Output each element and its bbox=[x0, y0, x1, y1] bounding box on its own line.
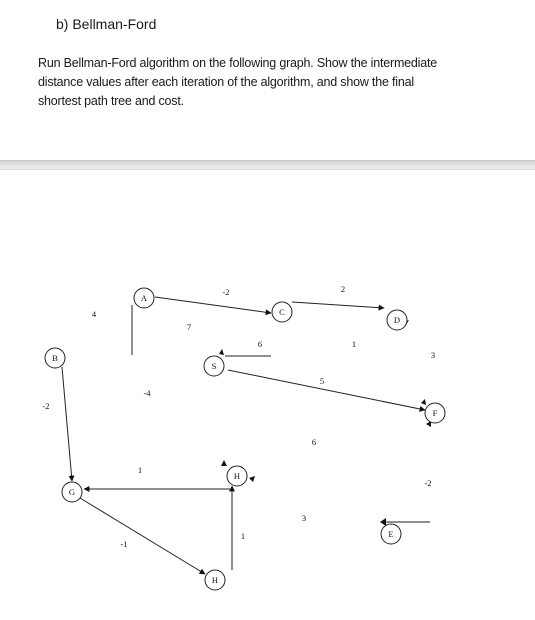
section-title: b) Bellman-Ford bbox=[56, 16, 157, 32]
edge-s-f bbox=[228, 370, 425, 410]
weight-label: 7 bbox=[186, 322, 192, 332]
node-h-bottom-label: H bbox=[211, 575, 219, 585]
arrowhead-e bbox=[380, 518, 386, 526]
weight-label: 6 bbox=[257, 339, 263, 349]
weight-label: 2 bbox=[340, 284, 346, 294]
weight-label: 1 bbox=[240, 531, 246, 541]
edge-b-g bbox=[62, 367, 72, 481]
weight-label: 3 bbox=[430, 350, 436, 360]
weight-label: -1 bbox=[120, 539, 128, 549]
node-c-label: C bbox=[279, 307, 285, 317]
weight-label: 1 bbox=[137, 465, 143, 475]
node-b-label: B bbox=[52, 353, 58, 363]
node-f-label: F bbox=[432, 408, 438, 418]
weight-label: -2 bbox=[222, 287, 230, 297]
node-a-label: A bbox=[140, 293, 148, 303]
arrowhead-s bbox=[219, 349, 224, 355]
node-g-label: G bbox=[68, 487, 76, 497]
weight-label: 3 bbox=[301, 513, 307, 523]
weight-label: -2 bbox=[42, 401, 50, 411]
edge-g-h bbox=[80, 498, 205, 574]
weight-label: 6 bbox=[311, 437, 317, 447]
weight-label: -2 bbox=[424, 478, 432, 488]
arrowhead-f-top bbox=[421, 399, 426, 405]
weight-label: 4 bbox=[91, 309, 97, 319]
node-e-label: E bbox=[388, 529, 394, 539]
weight-label: 1 bbox=[351, 339, 357, 349]
arrowhead-h-right bbox=[249, 476, 255, 482]
instructions-line-3: shortest path tree and cost. bbox=[38, 94, 184, 108]
edge-c-d bbox=[292, 302, 384, 308]
instructions-line-2: distance values after each iteration of the algorithm, and show the final bbox=[38, 75, 414, 89]
arrowhead-h-top bbox=[221, 460, 227, 466]
node-h-top-label: H bbox=[233, 471, 241, 481]
node-s-label: S bbox=[211, 361, 217, 371]
weight-label: -4 bbox=[143, 388, 151, 398]
weight-label: 5 bbox=[319, 376, 325, 386]
node-d-label: D bbox=[393, 315, 401, 325]
instructions-line-1: Run Bellman-Ford algorithm on the following graph. Show the intermediate bbox=[38, 56, 438, 70]
edge-a-c bbox=[155, 297, 271, 313]
